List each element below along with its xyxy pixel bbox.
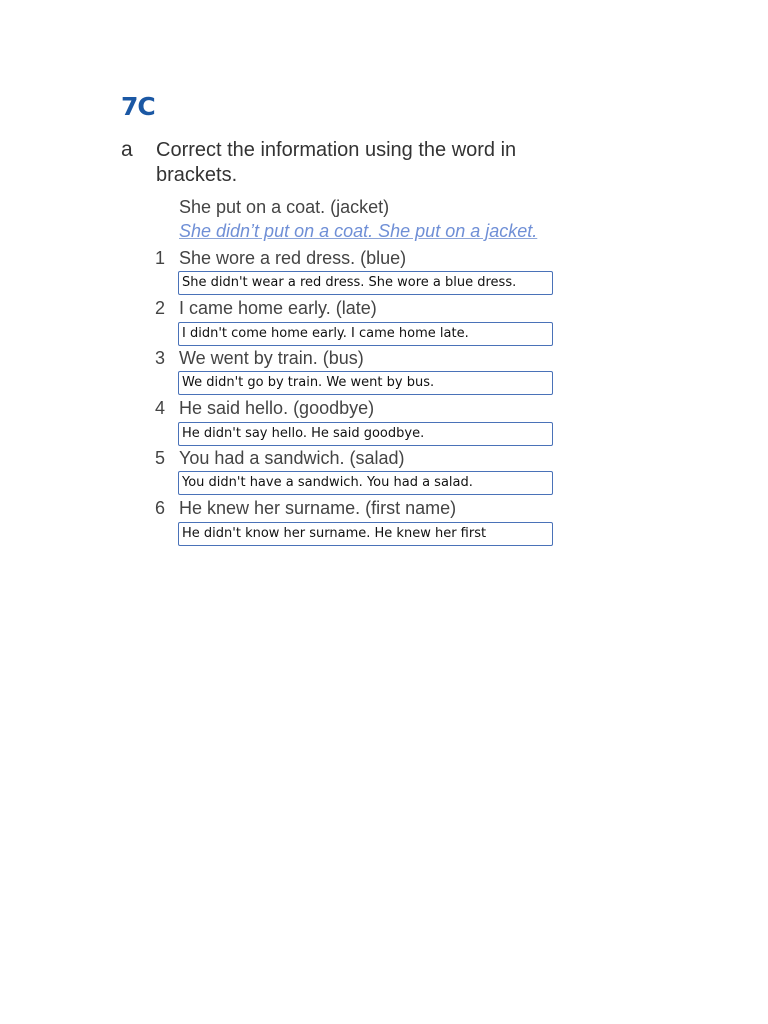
answer-field[interactable]: He didn't say hello. He said goodbye. xyxy=(178,422,553,446)
example-prompt: She put on a coat. (jacket) xyxy=(179,197,390,217)
item-prompt: I came home early. (late) xyxy=(179,298,377,318)
answer-field[interactable]: I didn't come home early. I came home late. xyxy=(178,322,553,346)
exercise-instruction: Correct the information using the word in brackets. xyxy=(156,139,517,186)
item-prompt: He said hello. (goodbye) xyxy=(179,398,375,418)
item-number: 4 xyxy=(155,398,166,418)
item-prompt: You had a sandwich. (salad) xyxy=(179,448,405,468)
answer-field[interactable]: He didn't know her surname. He knew her first xyxy=(178,522,553,546)
item-prompt: We went by train. (bus) xyxy=(179,348,364,368)
answer-field[interactable]: She didn't wear a red dress. She wore a blue dress. xyxy=(178,271,553,295)
item-prompt: She wore a red dress. (blue) xyxy=(179,248,407,268)
item-prompt: He knew her surname. (first name) xyxy=(179,498,457,518)
example-answer: She didn’t put on a coat. She put on a jacket. xyxy=(179,221,538,241)
exercise-letter: a xyxy=(121,138,133,161)
item-number: 3 xyxy=(155,348,166,368)
item-number: 1 xyxy=(155,248,166,268)
item-number: 6 xyxy=(155,498,166,518)
item-number: 2 xyxy=(155,298,166,318)
section-title: 7C xyxy=(121,92,155,121)
item-number: 5 xyxy=(155,448,166,468)
answer-field[interactable]: We didn't go by train. We went by bus. xyxy=(178,371,553,395)
answer-field[interactable]: You didn't have a sandwich. You had a salad. xyxy=(178,471,553,495)
